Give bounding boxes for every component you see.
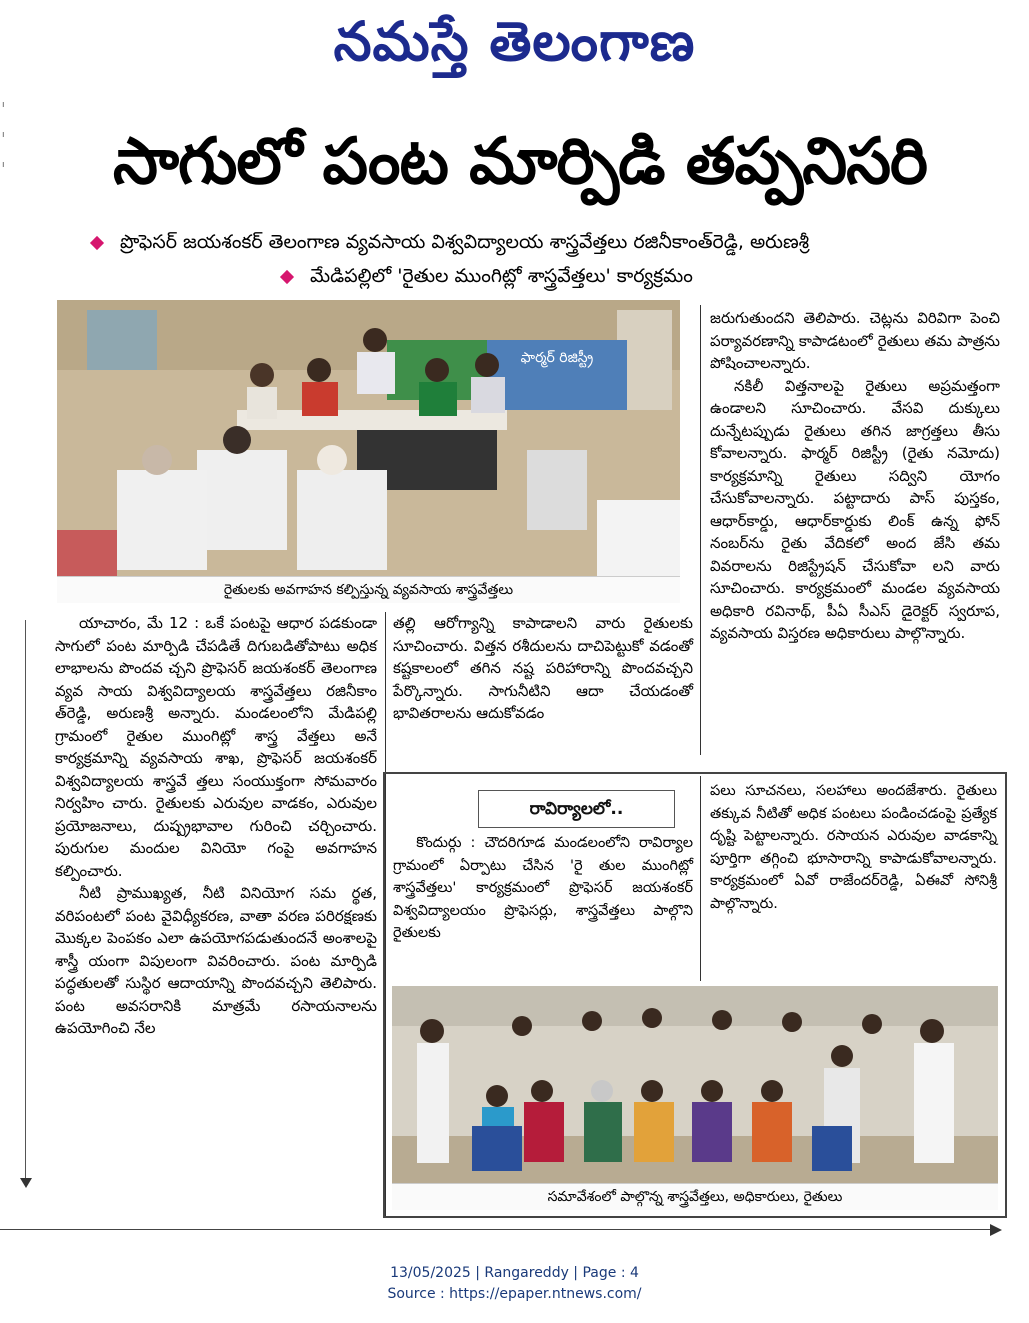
group-photo-image [392,986,998,1184]
column-divider [700,305,701,755]
article-paragraph: జరుగుతుందని తెలిపారు. చెట్లను విరివిగా పెంచి పర్యావరణాన్ని కాపాడటంలో రైతులు తమ పాత్రను పోషించాలన్నారు. [710,309,1000,372]
article-column-3 [710,307,1000,645]
group-photo [392,986,998,1210]
bullet-icon [90,235,104,249]
sidebar-divider [700,776,701,981]
margin-mark: ı [2,160,5,170]
margin-mark: ı [2,130,5,140]
article-column-1 [55,612,377,1040]
meeting-photo [57,300,680,603]
article-paragraph: నకిలీ విత్తనాలపై రైతులు అప్రమత్తంగా ఉండాలని సూచించారు. వేసవి దుక్కులు దున్నేటప్పుడు రైతులు తగిన జాగ్రత్తలు తీసు కోవాలన్నారు. ఫార్మర్ రిజిస్ట్రీ (రైతు నమోదు) కార్యక్రమాన్ని రైతులు సద్విని యోగం చేసుకోవాలన్నారు. పట్టాదారు పాస్ పుస్తకం, ఆధార్‌కార్డు, ఆధార్‌కార్డుకు లింక్ ఉన్న ఫోన్ నంబర్‌ను రైతు వేదికలో అంద జేసి తమ వివరాలను రిజిస్ట్రేషన్ చేసుకోవా లని వారు సూచించారు. కార్యక్రమంలో మండల వ్యవసాయ అధికారి రవినాథ్, పీఏ సీఎస్ డైరెక్టర్ స్వరూప, వ్యవసాయ విస్తరణ అధికారులు పాల్గొన్నారు. [710,376,1000,642]
down-arrow-icon [20,1178,32,1188]
sidebar-title: రావిర్యాలలో.. [478,790,675,828]
article-paragraph: తల్లి ఆరోగ్యాన్ని కాపాడాలని వారు రైతులకు సూచించారు. విత్తన రశీదులను దాచిపెట్టుకో వడంతో కష్టకాలంలో తగిన నష్ట పరిహారాన్ని పొందవచ్చని పేర్కొన్నారు. సాగునీటిని ఆదా చేయడంతో భావితరాలను ఆదుకోవడం [393,614,693,722]
bottom-rule [0,1229,990,1230]
group-photo-caption: సమావేశంలో పాల్గొన్న శాస్త్రవేత్తలు, అధికారులు, రైతులు [392,1183,998,1210]
article-paragraph: యాచారం, మే 12 : ఒకే పంటపై ఆధార పడకుండా సాగులో పంట మార్పిడి చేపడితే దిగుబడితోపాటు అధిక లాభాలను పొందవ చ్చని ప్రొఫెసర్ జయశంకర్ తెలంగాణ వ్యవ సాయ విశ్వవిద్యాలయ శాస్త్రవేత్తలు రజినీకాం త్‌రెడ్డి, అరుణశ్రీ అన్నారు. మండలంలోని మేడిపల్లి గ్రామంలో రైతుల ముంగిట్లో శాస్త్ర వేత్తలు అనే కార్యక్రమాన్ని వ్యవసాయ శాఖ, ప్రొఫెసర్ జయశంకర్ విశ్వవిద్యాలయ శాస్త్రవే త్తలు సంయుక్తంగా సోమవారం నిర్వహిం చారు. రైతులకు ఎరువుల వాడకం, ఎరువుల ప్రయోజనాలు, దుష్ప్రభావాల గురించి చర్చించారు. పురుగుల మందుల వినియో గంపై అవగాహన కల్పించారు. [55,614,377,880]
footer-date-line: 13/05/2025 | Rangareddy | Page : 4 [390,1265,639,1281]
sidebar-paragraph: పలు సూచనలు, సలహాలు అందజేశారు. రైతులు తక్కువ నీటితో అధిక పంటలు పండించడంపై ప్రత్యేక దృష్టి పెట్టాలన్నారు. రసాయన ఎరువుల వాడకాన్ని పూర్తిగా తగ్గించి భూసారాన్ని కాపాడుకోవాలన్నారు. కార్యక్రమంలో ఏవో రాజేందర్‌రెడ్డి, ఏఈవో సోనిశ్రీ పాల్గొన్నారు. [710,783,997,912]
footer-source: Source : https://epaper.ntnews.com/ [387,1286,642,1302]
sidebar-text-right [710,780,997,915]
subhead-1 [92,228,809,256]
headline: సాగులో పంట మార్పిడి తప్పనిసరి [112,125,928,199]
sidebar-paragraph: కొందుర్గు : చౌదరిగూడ మండలంలోని రావిర్యాల గ్రామంలో ఏర్పాటు చేసిన 'రై తుల ముంగిట్లో శాస్త్రవేత్తలు' కార్యక్రమంలో ప్రొఫెసర్ జయశంకర్ విశ్వవిద్యాలయం ప్రొఫెసర్లు, శాస్త్రవేత్తలు పాల్గొని రైతులకు [393,835,693,941]
article-column-2 [393,612,693,725]
bullet-icon [280,269,294,283]
margin-mark: ı [2,100,5,110]
sidebar-text-left [393,832,693,945]
banner-text: ఫార్మర్ రిజిస్ట్రీ [520,350,594,366]
article-paragraph: నీటి ప్రాముఖ్యత, నీటి వినియోగ సమ ర్థత, వరిపంటలో పంట వైవిధ్యీకరణ, వాతా వరణ పరిరక్షణకు మొక్కల పెంపకం ఎలా ఉపయోగపడుతుందనే అంశాలపై శాస్త్రీ యంగా విపులంగా వివరించారు. పంట మార్పిడి పద్ధతులతో సుస్థిర ఆదాయాన్ని పొందవచ్చని తెలిపారు. పంట అవసరానికి మాత్రమే రసాయనాలను ఉపయోగించి నేల [55,884,377,1037]
subhead-text: మేడిపల్లిలో 'రైతుల ముంగిట్లో శాస్త్రవేత్తలు' కార్యక్రమం [310,265,693,287]
masthead: నమస్తే తెలంగాణ [333,9,696,73]
subhead-2 [282,262,693,290]
photo-caption: రైతులకు అవగాహన కల్పిస్తున్న వ్యవసాయ శాస్త్రవేత్తలు [57,576,680,603]
meeting-photo-image [57,300,680,577]
left-arrow-line [25,620,26,1180]
right-arrow-icon [990,1224,1002,1236]
subhead-text: ప్రొఫెసర్ జయశంకర్ తెలంగాణ వ్యవసాయ విశ్వవిద్యాలయ శాస్త్రవేత్తలు రజినీకాంత్‌రెడ్డి, అరుణశ్రీ [120,231,810,253]
